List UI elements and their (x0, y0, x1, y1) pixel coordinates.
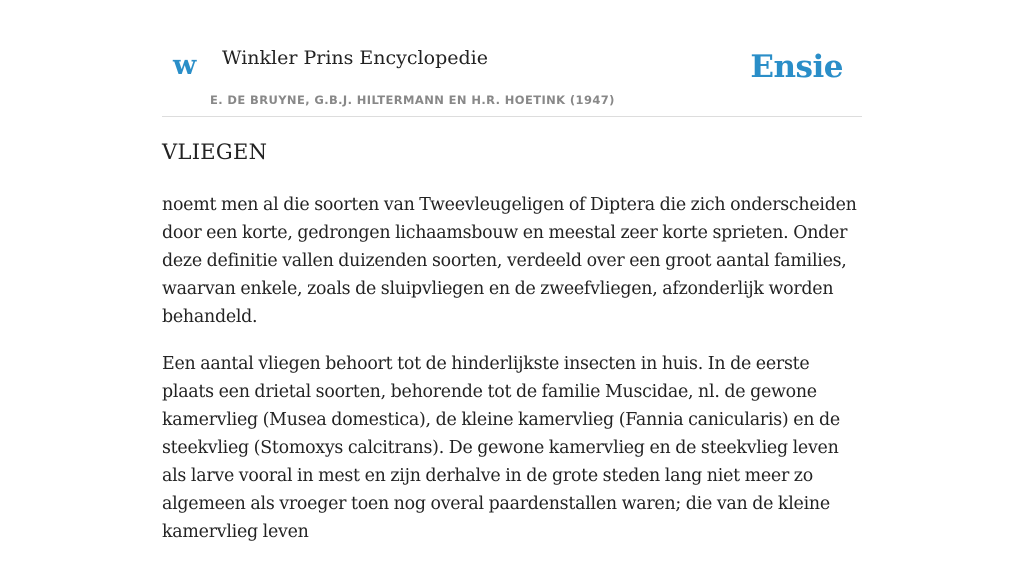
article (162, 138, 862, 565)
article-body (162, 191, 862, 546)
ensie-brand-logo[interactable]: Ensie (750, 49, 843, 85)
article-paragraph: noemt men al die soorten van Tweevleugeligen of Diptera die zich onderscheiden door een korte, gedrongen lichaamsbouw en meestal zeer korte sprieten. Onder deze definitie vallen duizenden soorten, verdeeld over een groot aantal families, waarvan enkele, zoals de sluipvliegen en de zweefvliegen, afzonderlijk worden behandeld. (162, 195, 857, 328)
winkler-prins-logo-icon[interactable]: w (173, 50, 197, 81)
site-title[interactable]: Winkler Prins Encyclopedie (222, 47, 488, 69)
authors-line: E. DE BRUYNE, G.B.J. HILTERMANN EN H.R. HOETINK (1947) (210, 93, 615, 107)
site-header (162, 0, 862, 117)
article-title: VLIEGEN (162, 140, 268, 164)
article-paragraph: Een aantal vliegen behoort tot de hinderlijkste insecten in huis. In de eerste plaats een drietal soorten, behorende tot de familie Muscidae, nl. de gewone kamervlieg (Musea domestica), de kleine kamervlieg (Fannia canicularis) en de steekvlieg (Stomoxys calcitrans). De gewone kamervlieg en de steekvlieg leven als larve vooral in mest en zijn derhalve in de grote steden lang niet meer zo algemeen als vroeger toen nog overal paardenstallen waren; die van de kleine kamervlieg leven (162, 354, 840, 543)
